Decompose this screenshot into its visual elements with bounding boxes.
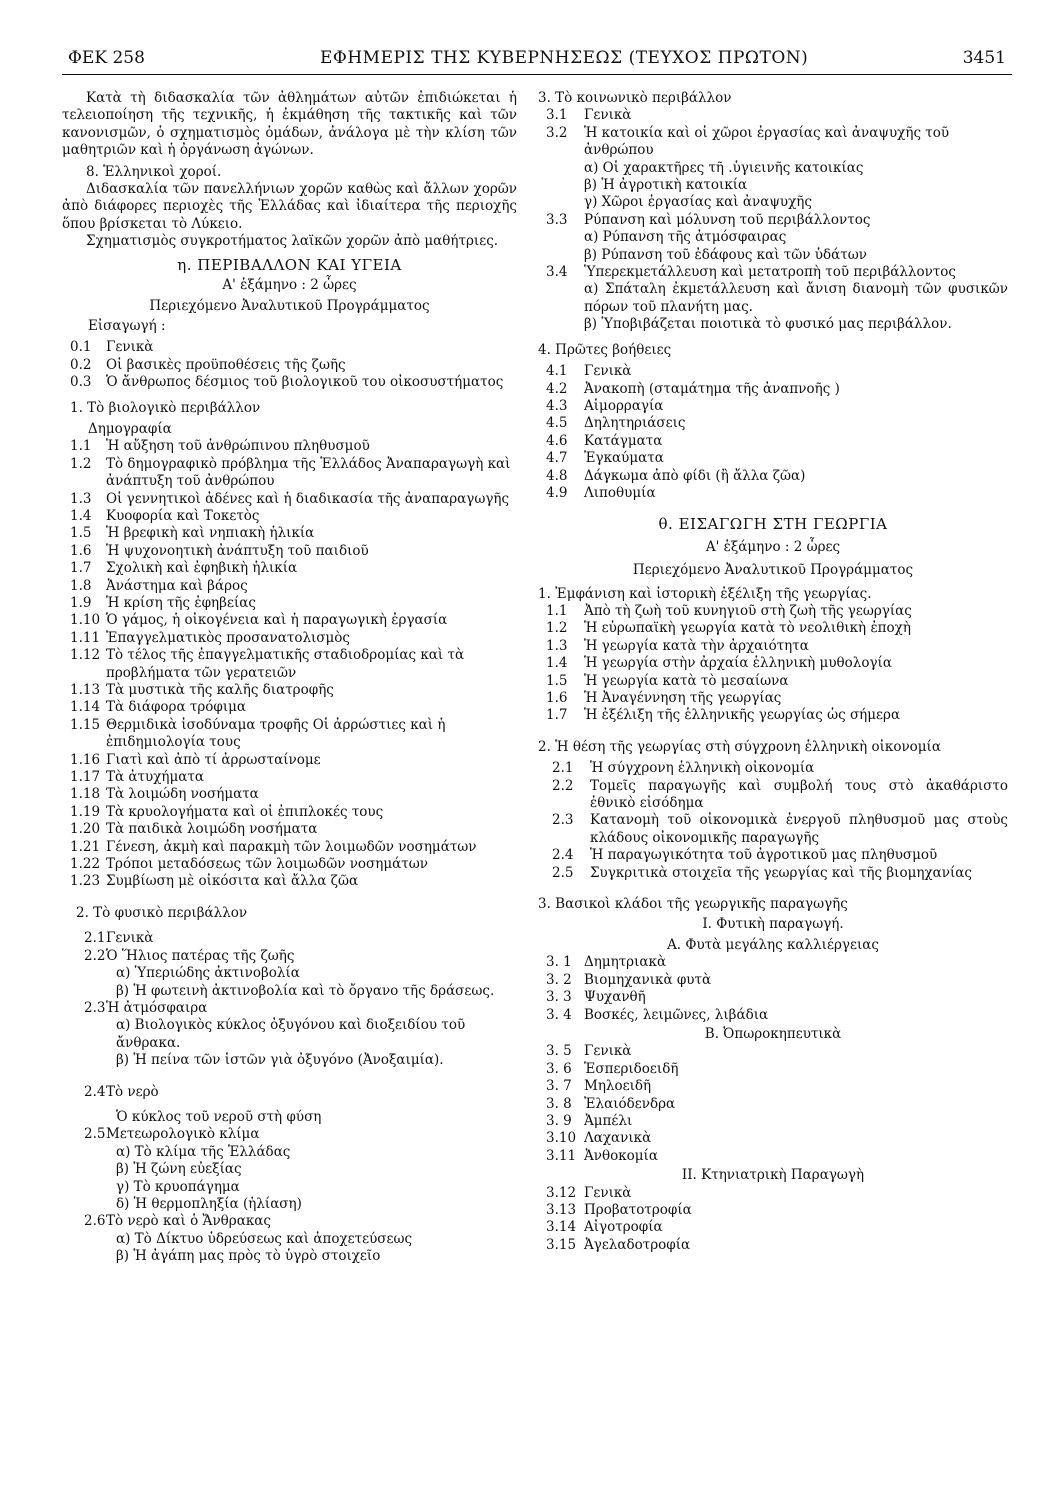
semester-hours: Α' ἑξάμηνο : 2 ὧρες — [222, 277, 357, 294]
list-item: 1.22 Τρόποι μεταδόσεως τῶν λοιμωδῶν νοσημάτων — [70, 856, 428, 873]
list-item: 2.6 Τὸ νερὸ καὶ ὁ Ἄνθρακας — [84, 1213, 271, 1230]
list-item: 2.4 Τὸ νερὸ — [84, 1083, 159, 1100]
list-g3a — [538, 954, 1008, 1024]
list-items-1 — [62, 438, 517, 891]
list-item: 1.11 Ἐπαγγελματικὸς προσανατολισμὸς — [70, 629, 350, 646]
demography-label: Δημογραφία — [88, 420, 172, 437]
right-column — [538, 90, 1008, 1254]
list-item: 1.17 Τὰ ἀτυχήματα — [70, 769, 204, 786]
semester-hours: Α' ἑξάμηνο : 2 ὧρες — [705, 538, 841, 555]
list-item: 2.3 Κατανομὴ τοῦ οἰκονομικὰ ἐνεργοῦ πληθυσμοῦ μας στοὺς κλάδους οἰκονομικῆς παραγωγῆς — [552, 812, 1008, 846]
list-item: 2.4 Ἡ παραγωγικότητα τοῦ ἀγροτικοῦ μας πληθυσμοῦ — [552, 847, 938, 864]
list-item: 1.14 Τὰ διάφορα τρόφιμα — [70, 699, 247, 716]
sub-item: α) Ὑπεριώδης ἀκτινοβολία — [116, 965, 300, 982]
list-item: 0.1 Γενικὰ — [70, 339, 154, 356]
list-item: 1.16 Γιατὶ καὶ ἀπὸ τί ἀρρωσταίνομε — [70, 751, 321, 768]
list-item: 3. 2 Βιομηχανικὰ φυτὰ — [546, 971, 712, 988]
subheading: ΙΙ. Κτηνιατρικὴ Παραγωγὴ — [681, 1167, 865, 1184]
list-items-4 — [538, 363, 1008, 502]
subheading: Β. Ὀπωροκηπευτικὰ — [704, 1025, 842, 1042]
sub-item: γ) Χῶροι ἐργασίας καὶ ἀναψυχῆς — [584, 194, 812, 211]
sub-item: α) Οἱ χαρακτῆρες τῆ .ὑγιεινῆς κατοικίας — [584, 159, 864, 176]
sub-item: δ) Ἡ θερμοπληξία (ἡλίαση) — [116, 1195, 302, 1212]
section-4-title: 4. Πρῶτες βοήθειες — [538, 341, 672, 358]
section-3-title: 3. Τὸ κοινωνικὸ περιβάλλον — [538, 90, 732, 106]
list-item: 3.10 Λαχανικὰ — [546, 1130, 652, 1147]
list-item: 3.1 Γενικὰ — [546, 107, 632, 124]
list-item: 1.7 Ἡ ἐξέλιξη τῆς ἑλληνικῆς γεωργίας ὡς σήμερα — [546, 707, 901, 724]
section-1-title: 1. Τὸ βιολογικὸ περιβάλλον — [70, 399, 261, 416]
list-items-0 — [62, 339, 517, 391]
section-8-paragraph: Διδασκαλία τῶν πανελλήνιων χορῶν καθὼς καὶ ἄλλων χορῶν ἀπὸ διάφορες περιοχὲς τῆς Ἑλλάδας καὶ ἰδιαίτερα τῆς περιοχῆς ὅπου βρίσκεται τὸ Λύκειο. — [62, 181, 517, 232]
gazette-title: ΕΦΗΜΕΡΙΣ ΤΗΣ ΚΥΒΕΡΝΗΣΕΩΣ (ΤΕΥΧΟΣ ΠΡΩΤΟΝ) — [320, 48, 809, 68]
list-item: 4.1 Γενικὰ — [546, 363, 632, 380]
list-item: 3. 9 Ἀμπέλι — [546, 1112, 633, 1129]
sub-item: α) Τὸ Δίκτυο ὑδρεύσεως καὶ ἀποχετεύσεως — [116, 1230, 413, 1247]
list-item: 3. 7 Μηλοειδῆ — [546, 1078, 652, 1095]
content-heading: Περιεχόμενο Ἀναλυτικοῦ Προγράμματος — [632, 562, 914, 579]
list-item: 1.1 Ἡ αὔξηση τοῦ ἀνθρώπινου πληθυσμοῦ — [70, 438, 370, 455]
left-column — [62, 90, 517, 1266]
sub-item: β) Ἡ ἀγάπη μας πρὸς τὸ ὑγρὸ στοιχεῖο — [116, 1248, 381, 1265]
section-8-title: 8. Ἑλληνικοὶ χοροί. — [86, 163, 222, 180]
list-item: 4.9 Λιποθυμία — [546, 484, 656, 501]
sub-item: α) Βιολογικὸς κύκλος ὀξυγόνου καὶ διοξειδίου τοῦ ἄνθρακα. — [116, 1017, 466, 1051]
list-item: 1.3 Ἡ γεωργία κατὰ τὴν ἀρχαιότητα — [546, 637, 809, 654]
sub-item: γ) Τὸ κρυοπάγημα — [116, 1178, 240, 1195]
intro-paragraph: Κατὰ τὴ διδασκαλία τῶν ἀθλημάτων αὐτῶν ἐπιδιώκεται ἡ τελειοποίηση τῆς τεχνικῆς, ἡ ἐκμάθηση τῆς τακτικῆς καὶ τῶν κανονισμῶν, ὁ σχηματισμὸς ὁμάδων, ἀνάλογα μὲ τὴν κλίση τῶν μαθητριῶν καὶ ἡ ὀργάνωση ἀγώνων. — [62, 90, 517, 159]
g2-title: 2. Ἡ θέση τῆς γεωργίας στὴ σύγχρονη ἑλληνικὴ οἰκονομία — [538, 738, 941, 755]
list-item: 3.3 Ρύπανση καὶ μόλυνση τοῦ περιβάλλοντος — [546, 211, 871, 228]
sub-item: α) Σπάταλη ἐκμετάλλευση καὶ ἄνιση διανομὴ τῶν φυσικῶν πόρων τοῦ πλανήτη μας. — [584, 281, 1008, 315]
list-item: 2.2 Ὁ Ἥλιος πατέρας τῆς ζωῆς — [84, 947, 295, 964]
section-2-title: 2. Τὸ φυσικὸ περιβάλλον — [76, 904, 248, 921]
list-item: 1.19 Τὰ κρυολογήματα καὶ οἱ ἐπιπλοκές τους — [70, 803, 384, 820]
list-item: 1.23 Συμβίωση μὲ οἰκόσιτα καὶ ἄλλα ζῶα — [70, 873, 359, 890]
list-item: 2.2 Τομεῖς παραγωγῆς καὶ συμβολή τους στὸ ἀκαθάριστο ἐθνικὸ εἰσόδημα — [552, 777, 1008, 812]
list-item: 3.12 Γενικὰ — [546, 1184, 632, 1201]
list-item: 3.4 Ὑπερεκμετάλλευση καὶ μετατροπὴ τοῦ περιβάλλοντος — [546, 264, 956, 281]
subheading: Ι. Φυτικὴ παραγωγή. — [702, 916, 844, 933]
list-g1 — [538, 603, 1008, 725]
intro-label: Εἰσαγωγή : — [88, 317, 166, 334]
list-item: 1.13 Τὰ μυστικὰ τῆς καλῆς διατροφῆς — [70, 682, 334, 698]
list-item: 4.6 Κατάγματα — [546, 432, 663, 449]
list-item: 3. 8 Ἐλαιόδενδρα — [546, 1095, 676, 1112]
list-item: 1.7 Σχολικὴ καὶ ἐφηβικὴ ἡλικία — [70, 560, 298, 577]
list-item: 2.5 Συγκριτικὰ στοιχεῖα τῆς γεωργίας καὶ τῆς βιομηχανίας — [552, 864, 972, 881]
sub-item: α) Ρύπανση τῆς ἀτμόσφαιρας — [584, 229, 787, 246]
list-item: 1.1 Ἀπὸ τὴ ζωὴ τοῦ κυνηγιοῦ στὴ ζωὴ τῆς γεωργίας — [546, 602, 912, 619]
list-item: 1.9 Ἡ κρίση τῆς ἐφηβείας — [70, 594, 256, 611]
g3-title: 3. Βασικοὶ κλάδοι τῆς γεωργικῆς παραγωγῆς — [538, 896, 848, 913]
list-item: 4.3 Αἱμορραγία — [546, 397, 664, 414]
list-item: 1.12 Τὸ τέλος τῆς ἐπαγγελματικῆς σταδιοδρομίας καὶ τὰ προβλήματα τῶν γερατειῶν — [70, 647, 465, 681]
list-item: 0.2 Οἱ βασικὲς προϋποθέσεις τῆς ζωῆς — [70, 356, 346, 373]
sub-item: β) Ὑποβιβάζεται ποιοτικὰ τὸ φυσικό μας περιβάλλον. — [584, 316, 952, 333]
list-item: 1.5 Ἡ βρεφικὴ καὶ νηπιακὴ ἡλικία — [70, 525, 315, 542]
list-item: 2.3 Ἡ ἀτμόσφαιρα — [84, 999, 208, 1016]
list-item: 3.15 Ἀγελαδοτροφία — [546, 1236, 691, 1253]
list-item: 1.2 Τὸ δημογραφικὸ πρόβλημα τῆς Ἑλλάδος Ἀναπαραγωγὴ καὶ ἀνάπτυξη τοῦ ἀνθρώπου — [70, 455, 511, 490]
list-item: 0.3 Ὁ ἄνθρωπος δέσμιος τοῦ βιολογικοῦ του οἰκοσυστήματος — [70, 374, 504, 391]
subheading: Α. Φυτὰ μεγάλης καλλιέργειας — [667, 936, 879, 953]
sub-item: β) Ἡ ζώνη εὐεξίας — [116, 1161, 242, 1178]
section-theta-title: θ. ΕΙΣΑΓΩΓΗ ΣΤΗ ΓΕΩΡΓΙΑ — [658, 515, 888, 534]
list-item: 1.18 Τὰ λοιμώδη νοσήματα — [70, 786, 259, 803]
list-item: 4.8 Δάγκωμα ἀπὸ φίδι (ἢ ἄλλα ζῶα) — [546, 467, 806, 484]
list-item: 1.2 Ἡ εὐρωπαϊκὴ γεωργία κατὰ τὸ νεολιθικὴ ἐποχὴ — [546, 620, 911, 637]
list-item: 3.11 Ἀνθοκομία — [546, 1147, 658, 1164]
list-item: 1.20 Τὰ παιδικὰ λοιμώδη νοσήματα — [70, 821, 318, 838]
list-item: 1.6 Ἡ Ἀναγέννηση τῆς γεωργίας — [546, 690, 782, 706]
list-item: 1.15 Θερμιδικὰ ἰσοδύναμα τροφῆς Οἱ ἀρρώστιες καὶ ἡ ἐπιδημιολογία τους — [70, 716, 446, 751]
list-item: 2.1 Ἡ σύγχρονη ἑλληνικὴ οἰκονομία — [552, 760, 815, 777]
list-g3c — [538, 1185, 1008, 1255]
list-item: 1.10 Ὁ γάμος, ἡ οἰκογένεια καὶ ἡ παραγωγικὴ ἐργασία — [70, 612, 448, 629]
sub-item: β) Ἡ πείνα τῶν ἱστῶν γιὰ ὀξυγόνο (Ἀνοξαιμία). — [116, 1052, 444, 1069]
list-item: 4.7 Ἐγκαύματα — [546, 450, 664, 467]
list-item: 1.8 Ἀνάστημα καὶ βάρος — [70, 577, 248, 594]
section-8-paragraph: Σχηματισμὸς συγκροτήματος λαϊκῶν χορῶν ἀπὸ μαθήτριες. — [86, 233, 499, 250]
list-item: 3. 4 Βοσκές, λειμῶνες, λιβάδια — [546, 1006, 769, 1023]
list-g2 — [538, 760, 1008, 882]
sub-item: α) Τὸ κλίμα τῆς Ἑλλάδας — [116, 1143, 291, 1160]
sub-item: β) Ρύπανση τοῦ ἐδάφους καὶ τῶν ὑδάτων — [584, 246, 867, 263]
list-item: 1.4 Ἡ γεωργία στὴν ἀρχαία ἑλληνικὴ μυθολογία — [546, 655, 892, 672]
list-item: 4.2 Ἀνακοπὴ (σταμάτημα τῆς ἀναπνοῆς ) — [546, 380, 840, 397]
list-item: 3. 5 Γενικὰ — [546, 1043, 632, 1060]
gazette-issue: ΦΕΚ 258 — [68, 48, 145, 68]
list-g3b — [538, 1043, 1008, 1165]
list-item: 3. 1 Δημητριακὰ — [546, 954, 667, 971]
list-item: 3.13 Προβατοτροφία — [546, 1201, 692, 1218]
sub-item: Ὁ κύκλος τοῦ νεροῦ στὴ φύση — [116, 1108, 322, 1125]
list-item: 3. 3 Ψυχανθῆ — [546, 989, 646, 1006]
list-item: 2.1 Γενικὰ — [84, 930, 154, 947]
content-heading: Περιεχόμενο Ἀναλυτικοῦ Προγράμματος — [149, 298, 430, 315]
list-item: 3.14 Αἰγοτροφία — [546, 1219, 663, 1236]
list-item: 1.5 Ἡ γεωργία κατὰ τὸ μεσαίωνα — [546, 672, 789, 689]
page-header — [62, 40, 1012, 75]
list-item: 2.5 Μετεωρολογικὸ κλίμα — [84, 1126, 260, 1143]
g1-title: 1. Ἐμφάνιση καὶ ἱστορικὴ ἐξέλιξη τῆς γεωργίας. — [538, 585, 872, 602]
sub-item: β) Ἡ ἀγροτικὴ κατοικία — [584, 177, 748, 194]
list-item: 1.3 Οἱ γεννητικοὶ ἀδένες καὶ ἡ διαδικασία τῆς ἀναπαραγωγῆς — [70, 490, 510, 507]
list-item: 3. 6 Ἑσπεριδοειδῆ — [546, 1060, 679, 1077]
list-item: 1.21 Γένεση, ἀκμὴ καὶ παρακμὴ τῶν λοιμωδῶν νοσημάτων — [70, 838, 477, 855]
list-item: 1.4 Κυοφορία καὶ Τοκετὸς — [70, 507, 260, 524]
list-item: 4.5 Δηλητηριάσεις — [546, 415, 686, 432]
list-item: 3.2 Ἡ κατοικία καὶ οἱ χῶροι ἐργασίας καὶ ἀναψυχῆς τοῦ ἀνθρώπου — [546, 124, 950, 159]
list-item: 1.6 Ἡ ψυχονοητικὴ ἀνάπτυξη τοῦ παιδιοῦ — [70, 542, 369, 559]
section-eta-title: η. ΠΕΡΙΒΑΛΛΟΝ ΚΑΙ ΥΓΕΙΑ — [177, 255, 402, 274]
sub-item: β) Ἡ φωτεινὴ ἀκτινοβολία καὶ τὸ ὄργανο τῆς δράσεως. — [116, 982, 495, 999]
page-number: 3451 — [962, 48, 1006, 68]
